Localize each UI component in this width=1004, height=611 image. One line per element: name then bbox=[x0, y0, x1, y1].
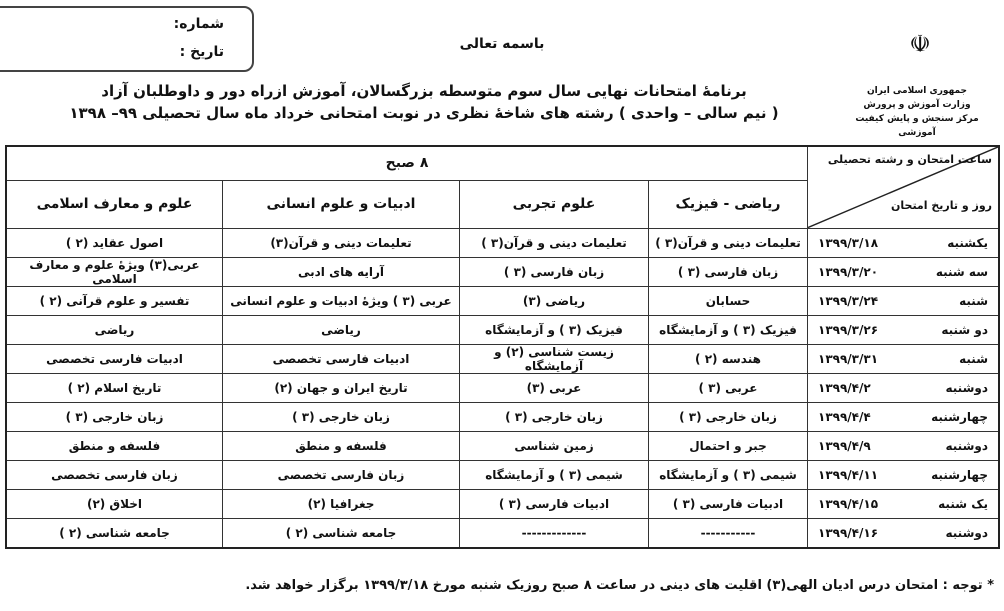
date: ۱۳۹۹/۳/۳۱ bbox=[818, 351, 879, 366]
subject-cell: فلسفه و منطق bbox=[223, 431, 460, 460]
date: ۱۳۹۹/۳/۲۴ bbox=[818, 293, 879, 308]
day: یک شنبه bbox=[938, 496, 988, 511]
subject-cell: جغرافیا (۲) bbox=[223, 489, 460, 518]
day-date-cell bbox=[808, 460, 1000, 489]
subject-cell: زبان فارسی تخصصی bbox=[6, 460, 223, 489]
date: ۱۳۹۹/۴/۲ bbox=[818, 380, 871, 395]
subject-cell: جامعه شناسی (۲ ) bbox=[223, 518, 460, 548]
day: چهارشنبه bbox=[931, 467, 988, 482]
subject-cell: ----------- bbox=[649, 518, 808, 548]
subject-cell: عربی (۳ ) ویژۀ ادبیات و علوم انسانی bbox=[223, 286, 460, 315]
subject-cell: جبر و احتمال bbox=[649, 431, 808, 460]
day-date-cell bbox=[808, 518, 1000, 548]
table-row bbox=[6, 460, 999, 489]
subject-cell: تاریخ اسلام (۲ ) bbox=[6, 373, 223, 402]
day-date-cell bbox=[808, 257, 1000, 286]
subject-cell: ادبیات فارسی (۳ ) bbox=[649, 489, 808, 518]
subject-cell: عربی (۳) bbox=[460, 373, 649, 402]
number-label: شماره: bbox=[173, 16, 224, 32]
date: ۱۳۹۹/۳/۱۸ bbox=[818, 235, 879, 250]
subject-cell: هندسه (۲ ) bbox=[649, 344, 808, 373]
subject-cell: تعلیمات دینی و قرآن(۳ ) bbox=[460, 228, 649, 257]
page-title bbox=[4, 80, 844, 124]
subject-cell: اخلاق (۲) bbox=[6, 489, 223, 518]
date: ۱۳۹۹/۴/۹ bbox=[818, 438, 871, 453]
title-line: ( نیم سالی – واحدی ) رشته های شاخۀ نظری در نوبت امتحانی خرداد ماه سال تحصیلی ۹۹– ۱۳۹۸ bbox=[69, 104, 779, 122]
subject-cell: زبان خارجی (۳ ) bbox=[6, 402, 223, 431]
subject-cell: حسابان bbox=[649, 286, 808, 315]
date-label: تاریخ : bbox=[179, 44, 224, 60]
subject-cell: فیزیک (۳ ) و آزمایشگاه bbox=[649, 315, 808, 344]
table-row bbox=[6, 344, 999, 373]
day: سه شنبه bbox=[935, 264, 988, 279]
subject-cell: زیست شناسی (۲) و آزمایشگاه bbox=[460, 344, 649, 373]
subject-cell: زبان خارجی (۳ ) bbox=[649, 402, 808, 431]
table-row bbox=[6, 402, 999, 431]
day: شنبه bbox=[959, 351, 988, 366]
org-line: وزارت آموزش و پرورش bbox=[863, 100, 971, 110]
subject-cell: عربی (۳ ) bbox=[649, 373, 808, 402]
column-header: ریاضی - فیزیک bbox=[649, 180, 808, 228]
subject-cell: ریاضی (۳) bbox=[460, 286, 649, 315]
day-date-cell bbox=[808, 489, 1000, 518]
subject-cell: زمین شناسی bbox=[460, 431, 649, 460]
org-line: مرکز سنجش و پایش کیفیت آموزشی bbox=[855, 114, 979, 138]
subject-cell: تفسیر و علوم قرآنی (۲ ) bbox=[6, 286, 223, 315]
date: ۱۳۹۹/۴/۱۵ bbox=[818, 496, 879, 511]
day: دوشنبه bbox=[945, 525, 988, 540]
title-line: برنامۀ امتحانات نهایی سال سوم متوسطه بزرگسالان، آموزش ازراه دور و داوطلبان آزاد bbox=[101, 82, 747, 100]
day-date-cell bbox=[808, 431, 1000, 460]
subject-cell: آرایه های ادبی bbox=[223, 257, 460, 286]
subject-cell: زبان خارجی (۳ ) bbox=[223, 402, 460, 431]
subject-cell: شیمی (۳ ) و آزمایشگاه bbox=[460, 460, 649, 489]
day: دوشنبه bbox=[945, 380, 988, 395]
day-date-cell bbox=[808, 373, 1000, 402]
day-date-cell bbox=[808, 286, 1000, 315]
subject-cell: زبان فارسی تخصصی bbox=[223, 460, 460, 489]
day-date-cell bbox=[808, 228, 1000, 257]
column-header: علوم و معارف اسلامی bbox=[6, 180, 223, 228]
subject-cell: عربی(۳) ویژۀ علوم و معارف اسلامی bbox=[6, 257, 223, 286]
subject-cell: جامعه شناسی (۲ ) bbox=[6, 518, 223, 548]
table-row bbox=[6, 373, 999, 402]
day: دو شنبه bbox=[941, 322, 988, 337]
subject-cell: زبان فارسی (۳ ) bbox=[649, 257, 808, 286]
exam-schedule-table bbox=[5, 145, 1000, 549]
subject-cell: فیزیک (۳ ) و آزمایشگاه bbox=[460, 315, 649, 344]
subject-cell: ریاضی bbox=[6, 315, 223, 344]
column-header: علوم تجربی bbox=[460, 180, 649, 228]
time-header: ۸ صبح bbox=[6, 146, 808, 180]
subject-cell: تعلیمات دینی و قرآن(۳) bbox=[223, 228, 460, 257]
table-row bbox=[6, 257, 999, 286]
corner-bottom: روز و تاریخ امتحان bbox=[891, 199, 992, 212]
iran-emblem-icon: ☫ bbox=[909, 30, 931, 58]
subject-cell: تعلیمات دینی و قرآن(۳ ) bbox=[649, 228, 808, 257]
column-header: ادبیات و علوم انسانی bbox=[223, 180, 460, 228]
subject-cell: ------------- bbox=[460, 518, 649, 548]
table-row bbox=[6, 228, 999, 257]
day: شنبه bbox=[959, 293, 988, 308]
subject-cell: اصول عقاید (۲ ) bbox=[6, 228, 223, 257]
date: ۱۳۹۹/۴/۱۶ bbox=[818, 525, 879, 540]
day: دوشنبه bbox=[945, 438, 988, 453]
subject-cell: تاریخ ایران و جهان (۲) bbox=[223, 373, 460, 402]
day: چهارشنبه bbox=[931, 409, 988, 424]
org-name bbox=[842, 84, 992, 140]
date: ۱۳۹۹/۴/۱۱ bbox=[818, 467, 879, 482]
corner-cell bbox=[808, 146, 1000, 228]
subject-cell: فلسفه و منطق bbox=[6, 431, 223, 460]
subject-cell: زبان فارسی (۳ ) bbox=[460, 257, 649, 286]
date: ۱۳۹۹/۳/۲۶ bbox=[818, 322, 879, 337]
subject-cell: ادبیات فارسی تخصصی bbox=[6, 344, 223, 373]
day-date-cell bbox=[808, 344, 1000, 373]
table-row bbox=[6, 518, 999, 548]
subject-cell: شیمی (۳ ) و آزمایشگاه bbox=[649, 460, 808, 489]
table-row bbox=[6, 286, 999, 315]
subject-cell: ریاضی bbox=[223, 315, 460, 344]
date: ۱۳۹۹/۳/۲۰ bbox=[818, 264, 879, 279]
table-row bbox=[6, 489, 999, 518]
footnote: * توجه : امتحان درس ادیان الهی(۳) اقلیت های دینی در ساعت ۸ صبح روزیک شنبه مورخ ۱۳۹۹/۳/۱۸ برگزار خواهد شد. bbox=[245, 578, 994, 593]
table-row bbox=[6, 315, 999, 344]
day-date-cell bbox=[808, 315, 1000, 344]
bismillah: باسمه تعالی bbox=[459, 36, 545, 52]
org-line: جمهوری اسلامی ایران bbox=[866, 86, 968, 96]
day: یکشنبه bbox=[947, 235, 988, 250]
corner-top: ساعت امتحان و رشته تحصیلی bbox=[827, 153, 992, 166]
date: ۱۳۹۹/۴/۴ bbox=[818, 409, 871, 424]
subject-cell: ادبیات فارسی تخصصی bbox=[223, 344, 460, 373]
subject-cell: ادبیات فارسی (۳ ) bbox=[460, 489, 649, 518]
subject-cell: زبان خارجی (۳ ) bbox=[460, 402, 649, 431]
table-row bbox=[6, 431, 999, 460]
day-date-cell bbox=[808, 402, 1000, 431]
